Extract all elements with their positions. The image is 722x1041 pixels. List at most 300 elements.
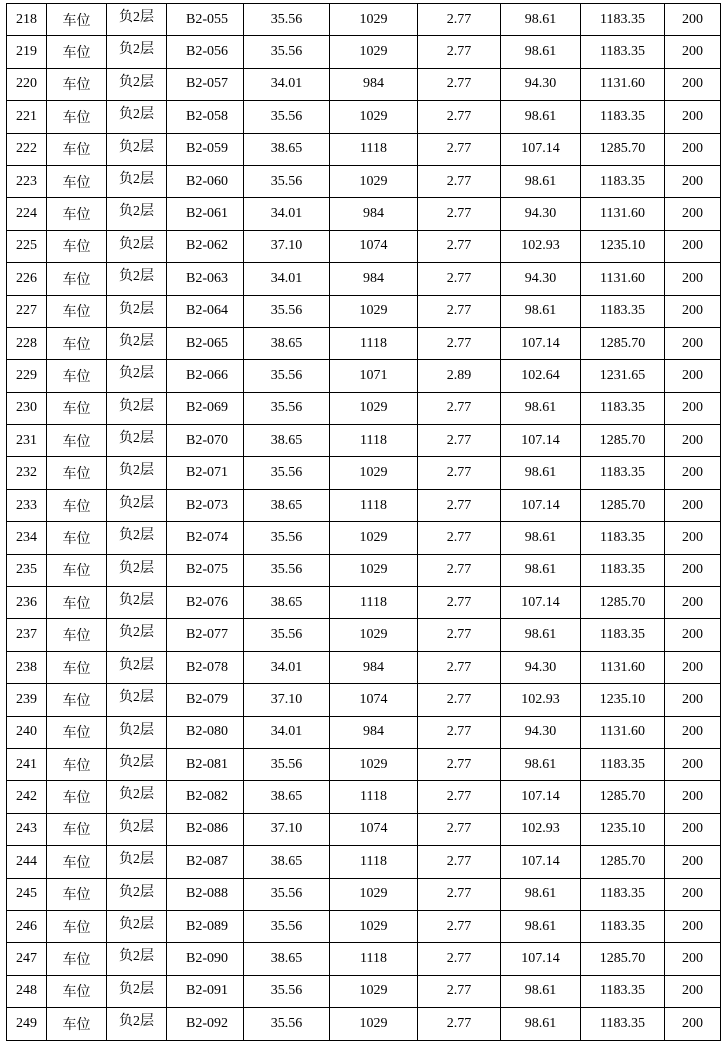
table-row xyxy=(7,489,721,521)
row-number-cell: 240 xyxy=(7,716,47,748)
price-cell: 1029 xyxy=(330,975,418,1007)
row-number-cell: 235 xyxy=(7,554,47,586)
table-row xyxy=(7,327,721,359)
floor-cell: 负2层 xyxy=(107,684,167,716)
rate-cell: 2.77 xyxy=(418,36,501,68)
value-1-cell: 98.61 xyxy=(501,101,581,133)
table-body xyxy=(7,4,721,1041)
rate-cell: 2.77 xyxy=(418,425,501,457)
value-1-cell: 98.61 xyxy=(501,619,581,651)
value-1-cell: 94.30 xyxy=(501,68,581,100)
space-code-cell: B2-079 xyxy=(167,684,244,716)
rate-cell: 2.89 xyxy=(418,360,501,392)
row-number-cell: 219 xyxy=(7,36,47,68)
price-cell: 1118 xyxy=(330,587,418,619)
value-1-cell: 94.30 xyxy=(501,198,581,230)
table-row xyxy=(7,101,721,133)
space-code-cell: B2-070 xyxy=(167,425,244,457)
value-2-cell: 1183.35 xyxy=(581,748,665,780)
type-cell: 车位 xyxy=(47,651,107,683)
table-row xyxy=(7,36,721,68)
space-code-cell: B2-058 xyxy=(167,101,244,133)
rate-cell: 2.77 xyxy=(418,489,501,521)
value-1-cell: 98.61 xyxy=(501,522,581,554)
area-cell: 35.56 xyxy=(244,165,330,197)
area-cell: 38.65 xyxy=(244,846,330,878)
value-1-cell: 107.14 xyxy=(501,425,581,457)
table-row xyxy=(7,878,721,910)
area-cell: 38.65 xyxy=(244,425,330,457)
space-code-cell: B2-057 xyxy=(167,68,244,100)
area-cell: 38.65 xyxy=(244,327,330,359)
area-cell: 35.56 xyxy=(244,748,330,780)
rate-cell: 2.77 xyxy=(418,619,501,651)
table-row xyxy=(7,133,721,165)
table-row xyxy=(7,781,721,813)
value-2-cell: 1183.35 xyxy=(581,165,665,197)
value-1-cell: 98.61 xyxy=(501,748,581,780)
price-cell: 1118 xyxy=(330,781,418,813)
value-1-cell: 102.93 xyxy=(501,230,581,262)
area-cell: 34.01 xyxy=(244,68,330,100)
price-cell: 1029 xyxy=(330,554,418,586)
value-2-cell: 1235.10 xyxy=(581,684,665,716)
table-row xyxy=(7,748,721,780)
value-2-cell: 1131.60 xyxy=(581,651,665,683)
price-cell: 1118 xyxy=(330,133,418,165)
type-cell: 车位 xyxy=(47,748,107,780)
table-row xyxy=(7,1008,721,1040)
table-row xyxy=(7,4,721,36)
value-2-cell: 1131.60 xyxy=(581,68,665,100)
value-2-cell: 1183.35 xyxy=(581,554,665,586)
table-row xyxy=(7,684,721,716)
table-row xyxy=(7,813,721,845)
rate-cell: 2.77 xyxy=(418,101,501,133)
space-code-cell: B2-073 xyxy=(167,489,244,521)
value-3-cell: 200 xyxy=(665,846,721,878)
type-cell: 车位 xyxy=(47,133,107,165)
value-2-cell: 1235.10 xyxy=(581,230,665,262)
space-code-cell: B2-066 xyxy=(167,360,244,392)
space-code-cell: B2-091 xyxy=(167,975,244,1007)
row-number-cell: 225 xyxy=(7,230,47,262)
area-cell: 37.10 xyxy=(244,230,330,262)
type-cell: 车位 xyxy=(47,263,107,295)
rate-cell: 2.77 xyxy=(418,230,501,262)
row-number-cell: 228 xyxy=(7,327,47,359)
rate-cell: 2.77 xyxy=(418,133,501,165)
type-cell: 车位 xyxy=(47,554,107,586)
row-number-cell: 220 xyxy=(7,68,47,100)
value-1-cell: 98.61 xyxy=(501,878,581,910)
row-number-cell: 236 xyxy=(7,587,47,619)
rate-cell: 2.77 xyxy=(418,198,501,230)
value-1-cell: 98.61 xyxy=(501,975,581,1007)
floor-cell: 负2层 xyxy=(107,651,167,683)
row-number-cell: 230 xyxy=(7,392,47,424)
floor-cell: 负2层 xyxy=(107,846,167,878)
rate-cell: 2.77 xyxy=(418,4,501,36)
value-2-cell: 1183.35 xyxy=(581,522,665,554)
type-cell: 车位 xyxy=(47,327,107,359)
table-row xyxy=(7,165,721,197)
value-2-cell: 1183.35 xyxy=(581,910,665,942)
rate-cell: 2.77 xyxy=(418,165,501,197)
space-code-cell: B2-069 xyxy=(167,392,244,424)
floor-cell: 负2层 xyxy=(107,425,167,457)
space-code-cell: B2-077 xyxy=(167,619,244,651)
table-row xyxy=(7,263,721,295)
table-row xyxy=(7,68,721,100)
row-number-cell: 243 xyxy=(7,813,47,845)
area-cell: 34.01 xyxy=(244,716,330,748)
value-3-cell: 200 xyxy=(665,651,721,683)
table-row xyxy=(7,975,721,1007)
value-2-cell: 1235.10 xyxy=(581,813,665,845)
value-2-cell: 1183.35 xyxy=(581,1008,665,1040)
space-code-cell: B2-090 xyxy=(167,943,244,975)
area-cell: 35.56 xyxy=(244,4,330,36)
floor-cell: 负2层 xyxy=(107,910,167,942)
price-cell: 1118 xyxy=(330,327,418,359)
floor-cell: 负2层 xyxy=(107,295,167,327)
type-cell: 车位 xyxy=(47,684,107,716)
floor-cell: 负2层 xyxy=(107,716,167,748)
value-3-cell: 200 xyxy=(665,684,721,716)
value-2-cell: 1285.70 xyxy=(581,327,665,359)
value-1-cell: 98.61 xyxy=(501,36,581,68)
row-number-cell: 227 xyxy=(7,295,47,327)
rate-cell: 2.77 xyxy=(418,392,501,424)
price-cell: 1029 xyxy=(330,36,418,68)
price-cell: 984 xyxy=(330,716,418,748)
value-2-cell: 1183.35 xyxy=(581,619,665,651)
price-cell: 1029 xyxy=(330,878,418,910)
space-code-cell: B2-071 xyxy=(167,457,244,489)
row-number-cell: 242 xyxy=(7,781,47,813)
value-2-cell: 1285.70 xyxy=(581,846,665,878)
rate-cell: 2.77 xyxy=(418,878,501,910)
value-2-cell: 1131.60 xyxy=(581,263,665,295)
area-cell: 35.56 xyxy=(244,101,330,133)
table-row xyxy=(7,943,721,975)
price-cell: 1071 xyxy=(330,360,418,392)
space-code-cell: B2-074 xyxy=(167,522,244,554)
floor-cell: 负2层 xyxy=(107,1008,167,1040)
rate-cell: 2.77 xyxy=(418,684,501,716)
table-row xyxy=(7,425,721,457)
value-3-cell: 200 xyxy=(665,295,721,327)
price-cell: 1029 xyxy=(330,1008,418,1040)
floor-cell: 负2层 xyxy=(107,101,167,133)
value-3-cell: 200 xyxy=(665,489,721,521)
space-code-cell: B2-062 xyxy=(167,230,244,262)
row-number-cell: 221 xyxy=(7,101,47,133)
price-cell: 984 xyxy=(330,263,418,295)
row-number-cell: 241 xyxy=(7,748,47,780)
area-cell: 35.56 xyxy=(244,1008,330,1040)
floor-cell: 负2层 xyxy=(107,943,167,975)
value-3-cell: 200 xyxy=(665,554,721,586)
value-1-cell: 94.30 xyxy=(501,263,581,295)
value-2-cell: 1285.70 xyxy=(581,133,665,165)
price-cell: 1074 xyxy=(330,230,418,262)
type-cell: 车位 xyxy=(47,846,107,878)
area-cell: 38.65 xyxy=(244,489,330,521)
value-1-cell: 98.61 xyxy=(501,392,581,424)
value-1-cell: 98.61 xyxy=(501,165,581,197)
rate-cell: 2.77 xyxy=(418,910,501,942)
space-code-cell: B2-076 xyxy=(167,587,244,619)
value-2-cell: 1285.70 xyxy=(581,489,665,521)
value-1-cell: 102.64 xyxy=(501,360,581,392)
value-3-cell: 200 xyxy=(665,943,721,975)
row-number-cell: 232 xyxy=(7,457,47,489)
type-cell: 车位 xyxy=(47,910,107,942)
value-3-cell: 200 xyxy=(665,263,721,295)
value-1-cell: 107.14 xyxy=(501,327,581,359)
row-number-cell: 231 xyxy=(7,425,47,457)
value-3-cell: 200 xyxy=(665,457,721,489)
floor-cell: 负2层 xyxy=(107,489,167,521)
rate-cell: 2.77 xyxy=(418,1008,501,1040)
space-code-cell: B2-089 xyxy=(167,910,244,942)
value-3-cell: 200 xyxy=(665,360,721,392)
price-cell: 1118 xyxy=(330,425,418,457)
space-code-cell: B2-082 xyxy=(167,781,244,813)
area-cell: 37.10 xyxy=(244,813,330,845)
space-code-cell: B2-063 xyxy=(167,263,244,295)
area-cell: 35.56 xyxy=(244,619,330,651)
area-cell: 35.56 xyxy=(244,522,330,554)
rate-cell: 2.77 xyxy=(418,651,501,683)
space-code-cell: B2-061 xyxy=(167,198,244,230)
row-number-cell: 244 xyxy=(7,846,47,878)
floor-cell: 负2层 xyxy=(107,878,167,910)
type-cell: 车位 xyxy=(47,198,107,230)
row-number-cell: 249 xyxy=(7,1008,47,1040)
space-code-cell: B2-065 xyxy=(167,327,244,359)
area-cell: 34.01 xyxy=(244,263,330,295)
rate-cell: 2.77 xyxy=(418,748,501,780)
value-3-cell: 200 xyxy=(665,522,721,554)
price-cell: 1029 xyxy=(330,748,418,780)
value-2-cell: 1131.60 xyxy=(581,198,665,230)
type-cell: 车位 xyxy=(47,878,107,910)
table-row xyxy=(7,587,721,619)
value-2-cell: 1231.65 xyxy=(581,360,665,392)
price-cell: 1029 xyxy=(330,165,418,197)
value-2-cell: 1285.70 xyxy=(581,425,665,457)
value-3-cell: 200 xyxy=(665,748,721,780)
rate-cell: 2.77 xyxy=(418,587,501,619)
value-1-cell: 107.14 xyxy=(501,846,581,878)
space-code-cell: B2-092 xyxy=(167,1008,244,1040)
type-cell: 车位 xyxy=(47,68,107,100)
value-3-cell: 200 xyxy=(665,1008,721,1040)
value-3-cell: 200 xyxy=(665,4,721,36)
row-number-cell: 234 xyxy=(7,522,47,554)
floor-cell: 负2层 xyxy=(107,554,167,586)
rate-cell: 2.77 xyxy=(418,781,501,813)
space-code-cell: B2-087 xyxy=(167,846,244,878)
value-2-cell: 1131.60 xyxy=(581,716,665,748)
space-code-cell: B2-056 xyxy=(167,36,244,68)
row-number-cell: 246 xyxy=(7,910,47,942)
price-cell: 1118 xyxy=(330,846,418,878)
price-cell: 1118 xyxy=(330,489,418,521)
floor-cell: 负2层 xyxy=(107,392,167,424)
price-cell: 984 xyxy=(330,68,418,100)
type-cell: 车位 xyxy=(47,522,107,554)
rate-cell: 2.77 xyxy=(418,295,501,327)
row-number-cell: 237 xyxy=(7,619,47,651)
price-cell: 984 xyxy=(330,651,418,683)
value-3-cell: 200 xyxy=(665,230,721,262)
floor-cell: 负2层 xyxy=(107,36,167,68)
value-3-cell: 200 xyxy=(665,68,721,100)
row-number-cell: 218 xyxy=(7,4,47,36)
price-cell: 1029 xyxy=(330,101,418,133)
price-cell: 984 xyxy=(330,198,418,230)
type-cell: 车位 xyxy=(47,813,107,845)
value-1-cell: 98.61 xyxy=(501,1008,581,1040)
table-row xyxy=(7,619,721,651)
floor-cell: 负2层 xyxy=(107,522,167,554)
price-cell: 1118 xyxy=(330,943,418,975)
rate-cell: 2.77 xyxy=(418,716,501,748)
area-cell: 37.10 xyxy=(244,684,330,716)
type-cell: 车位 xyxy=(47,587,107,619)
value-2-cell: 1183.35 xyxy=(581,295,665,327)
value-1-cell: 107.14 xyxy=(501,133,581,165)
value-1-cell: 107.14 xyxy=(501,489,581,521)
type-cell: 车位 xyxy=(47,230,107,262)
area-cell: 35.56 xyxy=(244,910,330,942)
value-3-cell: 200 xyxy=(665,781,721,813)
floor-cell: 负2层 xyxy=(107,748,167,780)
table-row xyxy=(7,846,721,878)
value-1-cell: 94.30 xyxy=(501,716,581,748)
table-row xyxy=(7,392,721,424)
area-cell: 35.56 xyxy=(244,360,330,392)
floor-cell: 负2层 xyxy=(107,4,167,36)
area-cell: 35.56 xyxy=(244,36,330,68)
value-1-cell: 98.61 xyxy=(501,910,581,942)
area-cell: 38.65 xyxy=(244,943,330,975)
row-number-cell: 222 xyxy=(7,133,47,165)
floor-cell: 负2层 xyxy=(107,813,167,845)
row-number-cell: 248 xyxy=(7,975,47,1007)
area-cell: 35.56 xyxy=(244,295,330,327)
rate-cell: 2.77 xyxy=(418,263,501,295)
type-cell: 车位 xyxy=(47,36,107,68)
area-cell: 38.65 xyxy=(244,781,330,813)
price-cell: 1074 xyxy=(330,813,418,845)
space-code-cell: B2-080 xyxy=(167,716,244,748)
row-number-cell: 247 xyxy=(7,943,47,975)
area-cell: 34.01 xyxy=(244,651,330,683)
value-1-cell: 98.61 xyxy=(501,295,581,327)
rate-cell: 2.77 xyxy=(418,68,501,100)
value-1-cell: 98.61 xyxy=(501,554,581,586)
type-cell: 车位 xyxy=(47,943,107,975)
space-code-cell: B2-055 xyxy=(167,4,244,36)
rate-cell: 2.77 xyxy=(418,327,501,359)
rate-cell: 2.77 xyxy=(418,846,501,878)
value-3-cell: 200 xyxy=(665,619,721,651)
row-number-cell: 238 xyxy=(7,651,47,683)
space-code-cell: B2-064 xyxy=(167,295,244,327)
floor-cell: 负2层 xyxy=(107,263,167,295)
value-2-cell: 1285.70 xyxy=(581,587,665,619)
value-3-cell: 200 xyxy=(665,910,721,942)
table-row xyxy=(7,554,721,586)
space-code-cell: B2-059 xyxy=(167,133,244,165)
floor-cell: 负2层 xyxy=(107,360,167,392)
area-cell: 35.56 xyxy=(244,554,330,586)
price-cell: 1029 xyxy=(330,910,418,942)
price-cell: 1029 xyxy=(330,619,418,651)
rate-cell: 2.77 xyxy=(418,554,501,586)
value-3-cell: 200 xyxy=(665,587,721,619)
price-cell: 1029 xyxy=(330,392,418,424)
floor-cell: 负2层 xyxy=(107,198,167,230)
area-cell: 35.56 xyxy=(244,392,330,424)
rate-cell: 2.77 xyxy=(418,943,501,975)
floor-cell: 负2层 xyxy=(107,327,167,359)
value-3-cell: 200 xyxy=(665,975,721,1007)
value-3-cell: 200 xyxy=(665,327,721,359)
price-cell: 1029 xyxy=(330,522,418,554)
table-row xyxy=(7,295,721,327)
value-1-cell: 107.14 xyxy=(501,781,581,813)
value-1-cell: 107.14 xyxy=(501,943,581,975)
table-row xyxy=(7,198,721,230)
floor-cell: 负2层 xyxy=(107,975,167,1007)
value-2-cell: 1183.35 xyxy=(581,878,665,910)
table-row xyxy=(7,651,721,683)
value-3-cell: 200 xyxy=(665,425,721,457)
floor-cell: 负2层 xyxy=(107,781,167,813)
row-number-cell: 233 xyxy=(7,489,47,521)
value-2-cell: 1285.70 xyxy=(581,781,665,813)
row-number-cell: 239 xyxy=(7,684,47,716)
value-3-cell: 200 xyxy=(665,165,721,197)
type-cell: 车位 xyxy=(47,165,107,197)
area-cell: 38.65 xyxy=(244,587,330,619)
price-cell: 1029 xyxy=(330,457,418,489)
area-cell: 35.56 xyxy=(244,878,330,910)
value-1-cell: 102.93 xyxy=(501,684,581,716)
type-cell: 车位 xyxy=(47,781,107,813)
area-cell: 35.56 xyxy=(244,457,330,489)
value-2-cell: 1183.35 xyxy=(581,457,665,489)
type-cell: 车位 xyxy=(47,489,107,521)
parking-space-table xyxy=(6,3,721,1041)
value-1-cell: 98.61 xyxy=(501,4,581,36)
value-3-cell: 200 xyxy=(665,133,721,165)
type-cell: 车位 xyxy=(47,360,107,392)
space-code-cell: B2-086 xyxy=(167,813,244,845)
value-3-cell: 200 xyxy=(665,392,721,424)
type-cell: 车位 xyxy=(47,716,107,748)
value-2-cell: 1183.35 xyxy=(581,4,665,36)
value-3-cell: 200 xyxy=(665,101,721,133)
row-number-cell: 229 xyxy=(7,360,47,392)
value-3-cell: 200 xyxy=(665,36,721,68)
